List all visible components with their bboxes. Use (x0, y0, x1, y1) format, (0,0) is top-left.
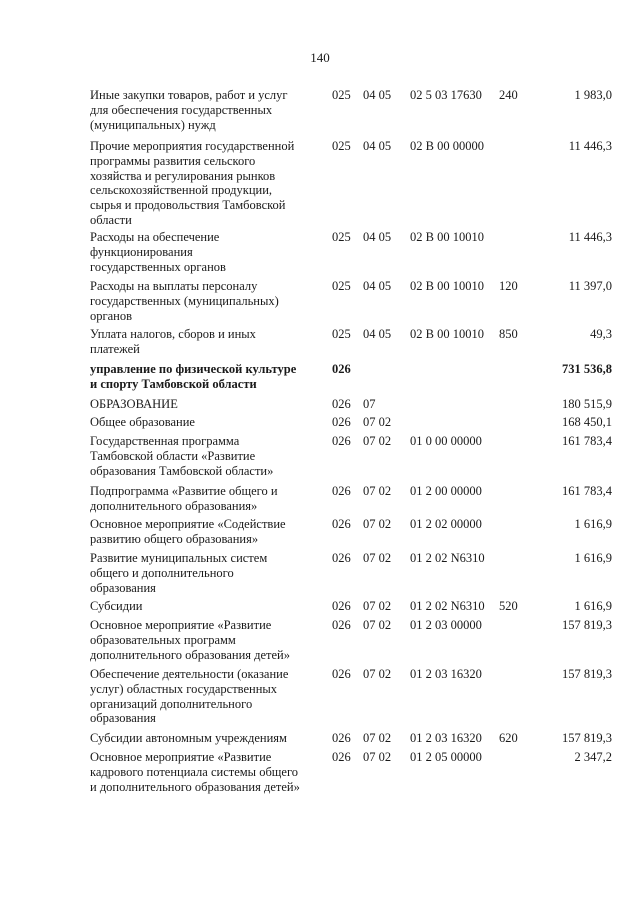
description-line: дополнительного образования детей» (90, 647, 290, 662)
administrator-code: 026 (332, 484, 351, 498)
description-line: и спорту Тамбовской области (90, 376, 257, 391)
administrator-code: 025 (332, 88, 351, 102)
description-line: функционирования (90, 244, 193, 259)
section-code: 07 02 (363, 667, 392, 681)
target-article-code: 02 В 00 10010 (410, 327, 484, 341)
section-code: 07 02 (363, 599, 392, 613)
target-article-code: 02 В 00 00000 (410, 139, 484, 153)
administrator-code: 026 (332, 397, 351, 411)
section-code: 07 02 (363, 415, 392, 429)
section-code: 07 (363, 397, 376, 411)
row-description (90, 88, 326, 132)
description-line: Субсидии (90, 599, 143, 613)
row-description (90, 667, 326, 726)
administrator-code: 026 (332, 750, 351, 764)
description-line: области (90, 212, 132, 227)
row-description (90, 327, 326, 357)
description-line: образования (90, 580, 156, 595)
target-article-code: 01 2 03 00000 (410, 618, 482, 632)
row-description (90, 618, 326, 662)
target-article-code: 02 5 03 17630 (410, 88, 482, 102)
amount-value: 11 446,3 (568, 230, 612, 244)
row-description (90, 279, 326, 323)
amount-value: 11 446,3 (568, 139, 612, 153)
row-description (90, 750, 326, 794)
description-line: образовательных программ (90, 632, 236, 647)
description-line: (муниципальных) нужд (90, 117, 216, 132)
amount-value: 168 450,1 (562, 415, 612, 429)
description-line: платежей (90, 341, 140, 356)
description-line: Расходы на выплаты персоналу (90, 279, 258, 293)
section-code: 07 02 (363, 731, 392, 745)
page-number: 140 (310, 50, 330, 65)
section-code: 04 05 (363, 327, 392, 341)
description-line: Тамбовской области «Развитие (90, 448, 256, 463)
administrator-code: 026 (332, 599, 351, 613)
expense-type-code: 120 (499, 279, 518, 293)
target-article-code: 02 В 00 10010 (410, 279, 484, 293)
amount-value: 1 616,9 (574, 599, 612, 613)
section-code: 04 05 (363, 139, 392, 153)
row-description (90, 230, 326, 274)
administrator-code: 026 (332, 362, 351, 376)
administrator-code: 026 (332, 667, 351, 681)
row-description (90, 731, 326, 746)
description-line: сельскохозяйственной продукции, (90, 183, 273, 198)
section-code: 07 02 (363, 484, 392, 498)
row-description (90, 415, 326, 430)
section-code: 04 05 (363, 279, 392, 293)
description-line: общего и дополнительного (90, 565, 234, 580)
description-line: Прочие мероприятия государственной (90, 139, 295, 153)
description-line: Иные закупки товаров, работ и услуг (90, 88, 288, 102)
expense-type-code: 240 (499, 88, 518, 102)
description-line: кадрового потенциала системы общего (90, 764, 299, 779)
row-description (90, 434, 326, 478)
description-line: для обеспечения государственных (90, 102, 273, 117)
target-article-code: 01 2 03 16320 (410, 667, 482, 681)
section-code: 07 02 (363, 551, 392, 565)
section-code: 04 05 (363, 88, 392, 102)
description-line: Подпрограмма «Развитие общего и (90, 484, 278, 498)
section-code: 07 02 (363, 750, 392, 764)
description-line: ОБРАЗОВАНИЕ (90, 397, 178, 411)
description-line: образования Тамбовской области» (90, 463, 274, 478)
administrator-code: 026 (332, 415, 351, 429)
amount-value: 2 347,2 (574, 750, 612, 764)
amount-value: 157 819,3 (562, 667, 612, 681)
amount-value: 161 783,4 (562, 484, 612, 498)
target-article-code: 01 2 03 16320 (410, 731, 482, 745)
description-line: органов (90, 308, 133, 323)
description-line: сырья и продовольствия Тамбовской (90, 198, 286, 213)
target-article-code: 01 2 02 N6310 (410, 551, 485, 565)
description-line: Основное мероприятие «Развитие (90, 618, 272, 632)
expense-type-code: 520 (499, 599, 518, 613)
administrator-code: 026 (332, 731, 351, 745)
section-code: 07 02 (363, 618, 392, 632)
description-line: образования (90, 711, 156, 726)
administrator-code: 026 (332, 517, 351, 531)
target-article-code: 01 2 02 N6310 (410, 599, 485, 613)
row-description (90, 599, 326, 614)
description-line: Основное мероприятие «Содействие (90, 517, 286, 531)
description-line: Субсидии автономным учреждениям (90, 731, 287, 745)
administrator-code: 026 (332, 618, 351, 632)
amount-value: 1 616,9 (574, 551, 612, 565)
row-description (90, 484, 326, 514)
row-description (90, 397, 326, 412)
description-line: государственных органов (90, 259, 226, 274)
description-line: услуг) областных государственных (90, 681, 278, 696)
amount-value: 49,3 (590, 327, 612, 341)
administrator-code: 025 (332, 327, 351, 341)
description-line: организаций дополнительного (90, 696, 253, 711)
amount-value: 731 536,8 (562, 362, 612, 376)
amount-value: 180 515,9 (562, 397, 612, 411)
section-code: 07 02 (363, 434, 392, 448)
amount-value: 157 819,3 (562, 731, 612, 745)
amount-value: 1 616,9 (574, 517, 612, 531)
description-line: Государственная программа (90, 434, 240, 448)
row-description (90, 517, 326, 547)
amount-value: 11 397,0 (568, 279, 612, 293)
description-line: Обеспечение деятельности (оказание (90, 667, 289, 681)
administrator-code: 026 (332, 434, 351, 448)
description-line: и дополнительного образования детей» (90, 779, 300, 794)
target-article-code: 01 2 02 00000 (410, 517, 482, 531)
description-line: государственных (муниципальных) (90, 293, 279, 308)
administrator-code: 025 (332, 279, 351, 293)
description-line: развитию общего образования» (90, 531, 259, 546)
section-code: 04 05 (363, 230, 392, 244)
target-article-code: 02 В 00 10010 (410, 230, 484, 244)
amount-value: 161 783,4 (562, 434, 612, 448)
description-line: Основное мероприятие «Развитие (90, 750, 272, 764)
target-article-code: 01 2 00 00000 (410, 484, 482, 498)
administrator-code: 026 (332, 551, 351, 565)
amount-value: 1 983,0 (574, 88, 612, 102)
description-line: Уплата налогов, сборов и иных (90, 327, 256, 341)
row-description (90, 362, 326, 392)
description-line: Расходы на обеспечение (90, 230, 220, 244)
description-line: дополнительного образования» (90, 498, 258, 513)
description-line: Развитие муниципальных систем (90, 551, 268, 565)
target-article-code: 01 0 00 00000 (410, 434, 482, 448)
description-line: управление по физической культуре (90, 362, 297, 376)
row-description (90, 551, 326, 595)
target-article-code: 01 2 05 00000 (410, 750, 482, 764)
administrator-code: 025 (332, 139, 351, 153)
description-line: программы развития сельского (90, 153, 256, 168)
section-code: 07 02 (363, 517, 392, 531)
description-line: хозяйства и регулирования рынков (90, 168, 276, 183)
description-line: Общее образование (90, 415, 195, 429)
expense-type-code: 850 (499, 327, 518, 341)
amount-value: 157 819,3 (562, 618, 612, 632)
expense-type-code: 620 (499, 731, 518, 745)
row-description (90, 139, 326, 228)
administrator-code: 025 (332, 230, 351, 244)
